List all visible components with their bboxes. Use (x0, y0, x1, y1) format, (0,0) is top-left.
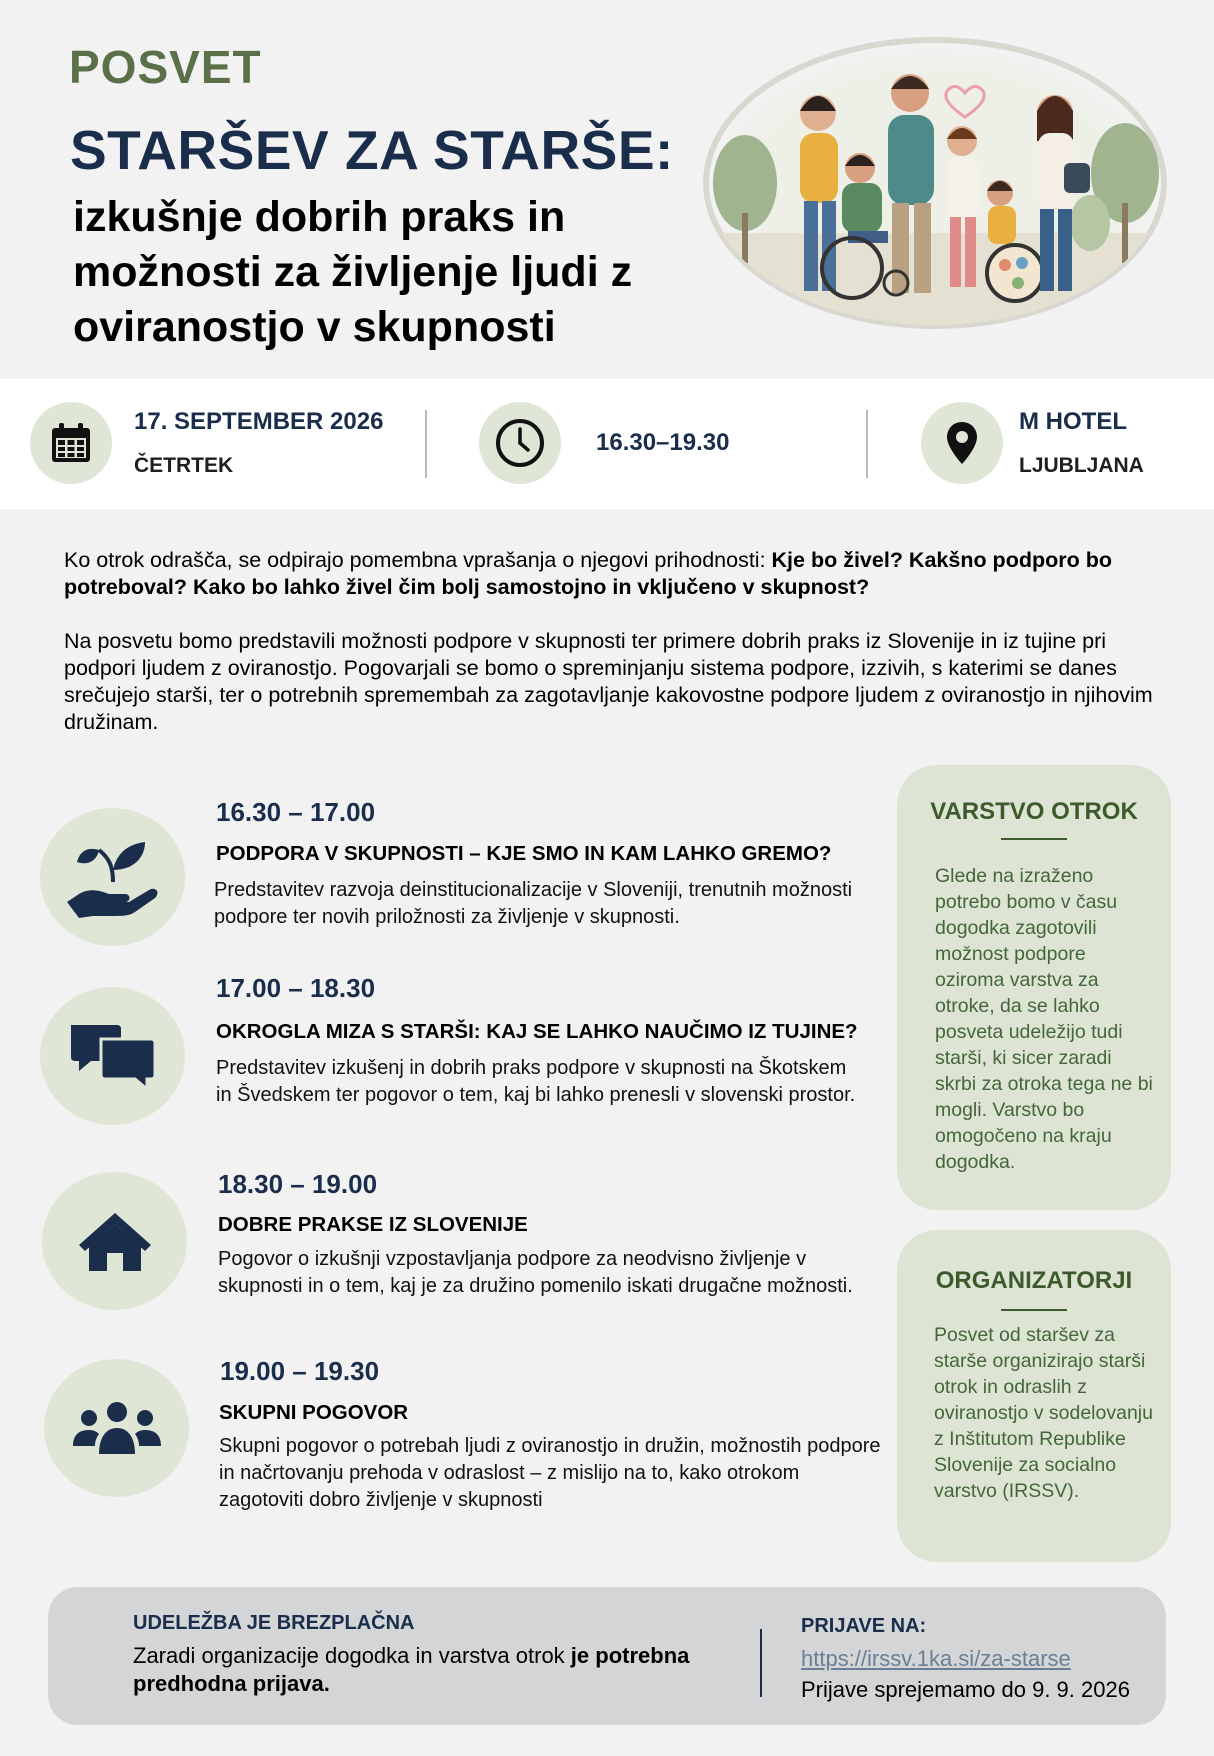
event-date: 17. SEPTEMBER 2026 (134, 408, 384, 435)
heading-rule (1001, 838, 1067, 840)
childcare-box (897, 765, 1171, 1210)
organizers-text: Posvet od staršev za starše organizirajo starši otrok in odraslih z oviranostjo v sodelovanju z Inštitutom Republike Slovenije za socialno varstvo (IRSSV). (934, 1324, 1153, 1502)
divider (425, 410, 427, 478)
childcare-text: Glede na izraženo potrebo bomo v času dogodka zagotovili možnost podpore oziroma varstva za otroke, da se lahko posveta udeležijo tudi starši, ki sicer zaradi skrbi za otroka tega ne bi mogli. Varstvo bo omogočeno na kraju dogodka. (935, 865, 1153, 1173)
intro-paragraph-2: Na posvetu bomo predstavili možnosti podpore v skupnosti ter primere dobrih praks iz Slovenije in iz tujine pri podpori ljudem z oviranostjo. Pogovarjali se bomo o spreminjanju sistema podpore, izzivih, s katerimi se danes srečujejo starši, ter o potrebnih spremembah za zagotavljanje kakovostne podpore ljudem z oviranostjo in njihovim družinam. (64, 629, 1153, 734)
event-venue: M HOTEL (1019, 408, 1127, 435)
calendar-icon (30, 402, 112, 484)
family-illustration (700, 33, 1170, 333)
schedule-time: 18.30 – 19.00 (218, 1169, 378, 1199)
schedule-description: Skupni pogovor o potrebah ljudi z oviranostjo in družin, možnostih podpore in načrtovanju prehoda v odraslost – z mislijo na to, kako otrokom zagotoviti dobro življenje v skupnosti (219, 1435, 881, 1511)
event-city: LJUBLJANA (1019, 454, 1144, 477)
intro-paragraph-1 (64, 547, 1154, 601)
event-type-label: POSVET (69, 41, 262, 93)
intro-questions: Kje bo živel? Kakšno podporo bo potreboval? Kako bo lahko živel čim bolj samostojno in vključeno v skupnost? (64, 548, 1112, 599)
subtitle-line: izkušnje dobrih praks in (73, 193, 566, 241)
event-day: ČETRTEK (134, 454, 234, 477)
childcare-heading: VARSTVO OTROK (930, 798, 1138, 825)
event-subtitle (73, 190, 693, 355)
registration-heading: PRIJAVE NA: (801, 1615, 927, 1637)
free-attendance-heading: UDELEŽBA JE BREZPLAČNA (133, 1612, 415, 1634)
schedule-time: 17.00 – 18.30 (216, 973, 376, 1003)
registration-footer (48, 1587, 1166, 1725)
people-group-icon (44, 1359, 189, 1497)
schedule-title: SKUPNI POGOVOR (219, 1401, 409, 1424)
subtitle-line: oviranostjo v skupnosti (73, 303, 556, 351)
organizers-heading: ORGANIZATORJI (935, 1267, 1133, 1294)
intro-text: Ko otrok odrašča, se odpirajo pomembna vprašanja o njegovi prihodnosti: (64, 548, 772, 572)
free-attendance-note: Zaradi organizacije dogodka in varstva otrok (133, 1643, 571, 1668)
schedule-time: 16.30 – 17.00 (216, 797, 376, 827)
event-title: STARŠEV ZA STARŠE: (70, 119, 674, 181)
plant-hand-icon (40, 808, 185, 946)
registration-required: je potrebna predhodna prijava. (133, 1643, 690, 1696)
schedule-title: OKROGLA MIZA S STARŠI: KAJ SE LAHKO NAUČIMO IZ TUJINE? (216, 1020, 858, 1043)
subtitle-line: možnosti za življenje ljudi z (73, 248, 633, 296)
schedule-description: Predstavitev izkušenj in dobrih praks podpore v skupnosti na Škotskem in Švedskem ter pogovor o tem, kaj bi lahko prenesli v slovenski prostor. (216, 1057, 856, 1106)
schedule-title: PODPORA V SKUPNOSTI – KJE SMO IN KAM LAHKO GREMO? (216, 842, 832, 865)
schedule-title: DOBRE PRAKSE IZ SLOVENIJE (218, 1213, 528, 1236)
schedule-time: 19.00 – 19.30 (220, 1356, 380, 1386)
schedule-description: Pogovor o izkušnji vzpostavljanja podpore za neodvisno življenje v skupnosti in o tem, kaj je za družino pomenilo iskati drugačne možnosti. (218, 1248, 853, 1297)
organizers-box (897, 1230, 1171, 1562)
location-pin-icon (921, 402, 1003, 484)
divider (760, 1629, 762, 1697)
event-time: 16.30–19.30 (596, 429, 730, 456)
house-icon (42, 1172, 187, 1310)
schedule-description: Predstavitev razvoja deinstitucionalizacije v Sloveniji, trenutnih možnosti podpore ter novih priložnosti za življenje v skupnosti. (214, 879, 853, 928)
heading-rule (1001, 1309, 1067, 1311)
registration-link[interactable]: https://irssv.1ka.si/za-starse (801, 1646, 1071, 1671)
free-attendance-text (133, 1642, 733, 1698)
divider (866, 410, 868, 478)
clock-icon (479, 402, 561, 484)
chat-bubbles-icon (40, 987, 185, 1125)
registration-deadline: Prijave sprejemamo do 9. 9. 2026 (801, 1677, 1130, 1702)
